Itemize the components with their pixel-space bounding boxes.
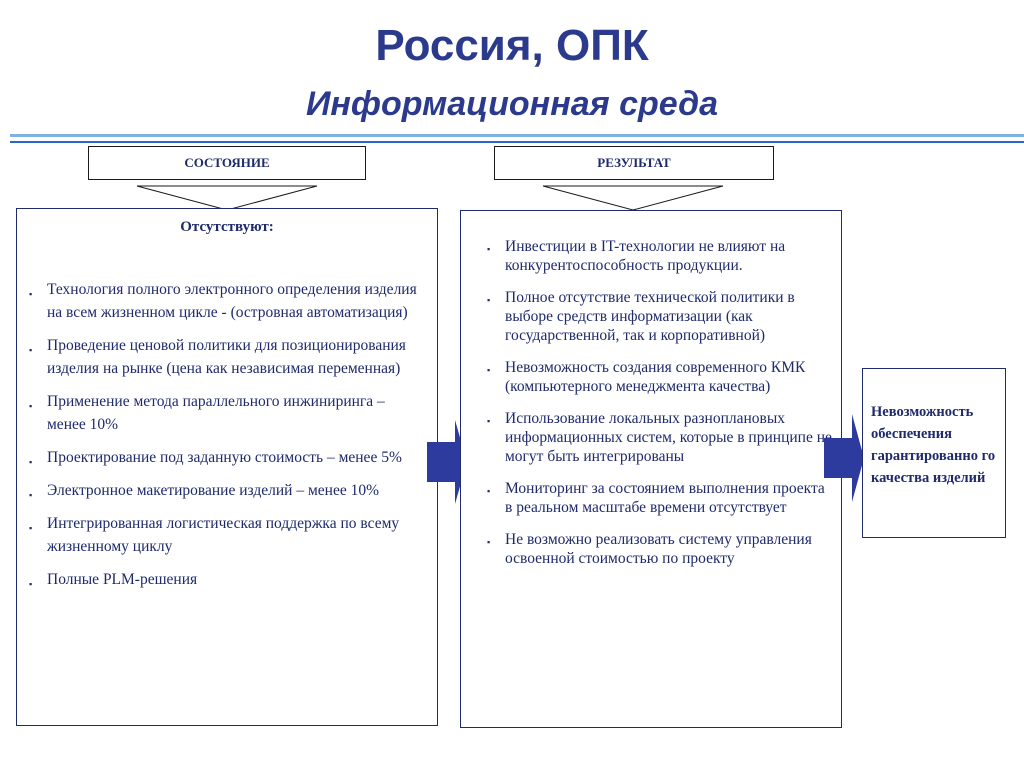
list-item-text: Использование локальных разноплановых информационных систем, которые в принципе не могут быть интегрированы [505,410,832,465]
square-bullet-icon: ▪ [29,457,33,467]
outcome-text: Невозможность обеспечения гарантированно го качества изделий [871,404,996,486]
state-list-item [17,479,437,502]
square-bullet-icon: ▪ [487,537,491,547]
list-item-text: Электронное макетирование изделий – менее 10% [47,482,379,499]
state-panel [16,208,438,726]
list-item-text: Полное отсутствие технической политики в выборе средств информатизации (как государственной, так и корпоративной) [505,289,795,344]
state-panel-heading: Отсутствуют: [180,219,274,235]
state-list [17,278,437,591]
state-list-item [17,278,437,324]
list-item-text: Инвестиции в IT-технологии не влияют на конкурентоспособность продукции. [505,238,786,274]
result-list-item [461,479,841,517]
square-bullet-icon: ▪ [29,523,33,533]
list-item-text: Мониторинг за состоянием выполнения проекта в реальном масштабе времени отсутствует [505,480,825,516]
list-item-text: Технология полного электронного определения изделия на всем жизненном цикле - (островная автоматизация) [47,281,417,321]
list-item-text: Интегрированная логистическая поддержка по всему жизненному циклу [47,515,400,555]
list-item-text: Не возможно реализовать систему управления освоенной стоимостью по проекту [505,531,812,567]
square-bullet-icon: ▪ [487,416,491,426]
state-list-item [17,446,437,469]
header-divider-light [10,134,1024,137]
state-list-item [17,568,437,591]
state-list-item [17,512,437,558]
square-bullet-icon: ▪ [29,289,33,299]
result-list [461,237,841,568]
header-divider-dark [10,141,1024,143]
result-list-item [461,237,841,275]
square-bullet-icon: ▪ [487,295,491,305]
list-item-text: Применение метода параллельного инжиниринга – менее 10% [47,393,385,433]
state-list-item [17,334,437,380]
result-funnel-icon [542,185,724,211]
page-subtitle: Информационная среда [305,85,719,123]
square-bullet-icon: ▪ [29,490,33,500]
list-item-text: Невозможность создания современного КМК (компьютерного менеджмента качества) [505,359,806,395]
right-arrow-icon [824,412,866,504]
list-item-text: Проведение ценовой политики для позиционирования изделия на рынке (цена как независимая переменная) [47,337,406,377]
square-bullet-icon: ▪ [29,579,33,589]
square-bullet-icon: ▪ [487,365,491,375]
result-list-item [461,358,841,396]
result-list-item [461,409,841,466]
result-panel [460,210,842,728]
state-list-item [17,390,437,436]
outcome-box [862,368,1006,538]
result-label: РЕЗУЛЬТАТ [494,146,774,180]
square-bullet-icon: ▪ [487,486,491,496]
page-title: Россия, ОПК [375,21,649,70]
square-bullet-icon: ▪ [29,345,33,355]
result-list-item [461,288,841,345]
result-list-item [461,530,841,568]
square-bullet-icon: ▪ [29,401,33,411]
list-item-text: Полные PLM-решения [47,571,198,588]
state-label: СОСТОЯНИЕ [88,146,366,180]
list-item-text: Проектирование под заданную стоимость – менее 5% [47,449,402,466]
square-bullet-icon: ▪ [487,244,491,254]
